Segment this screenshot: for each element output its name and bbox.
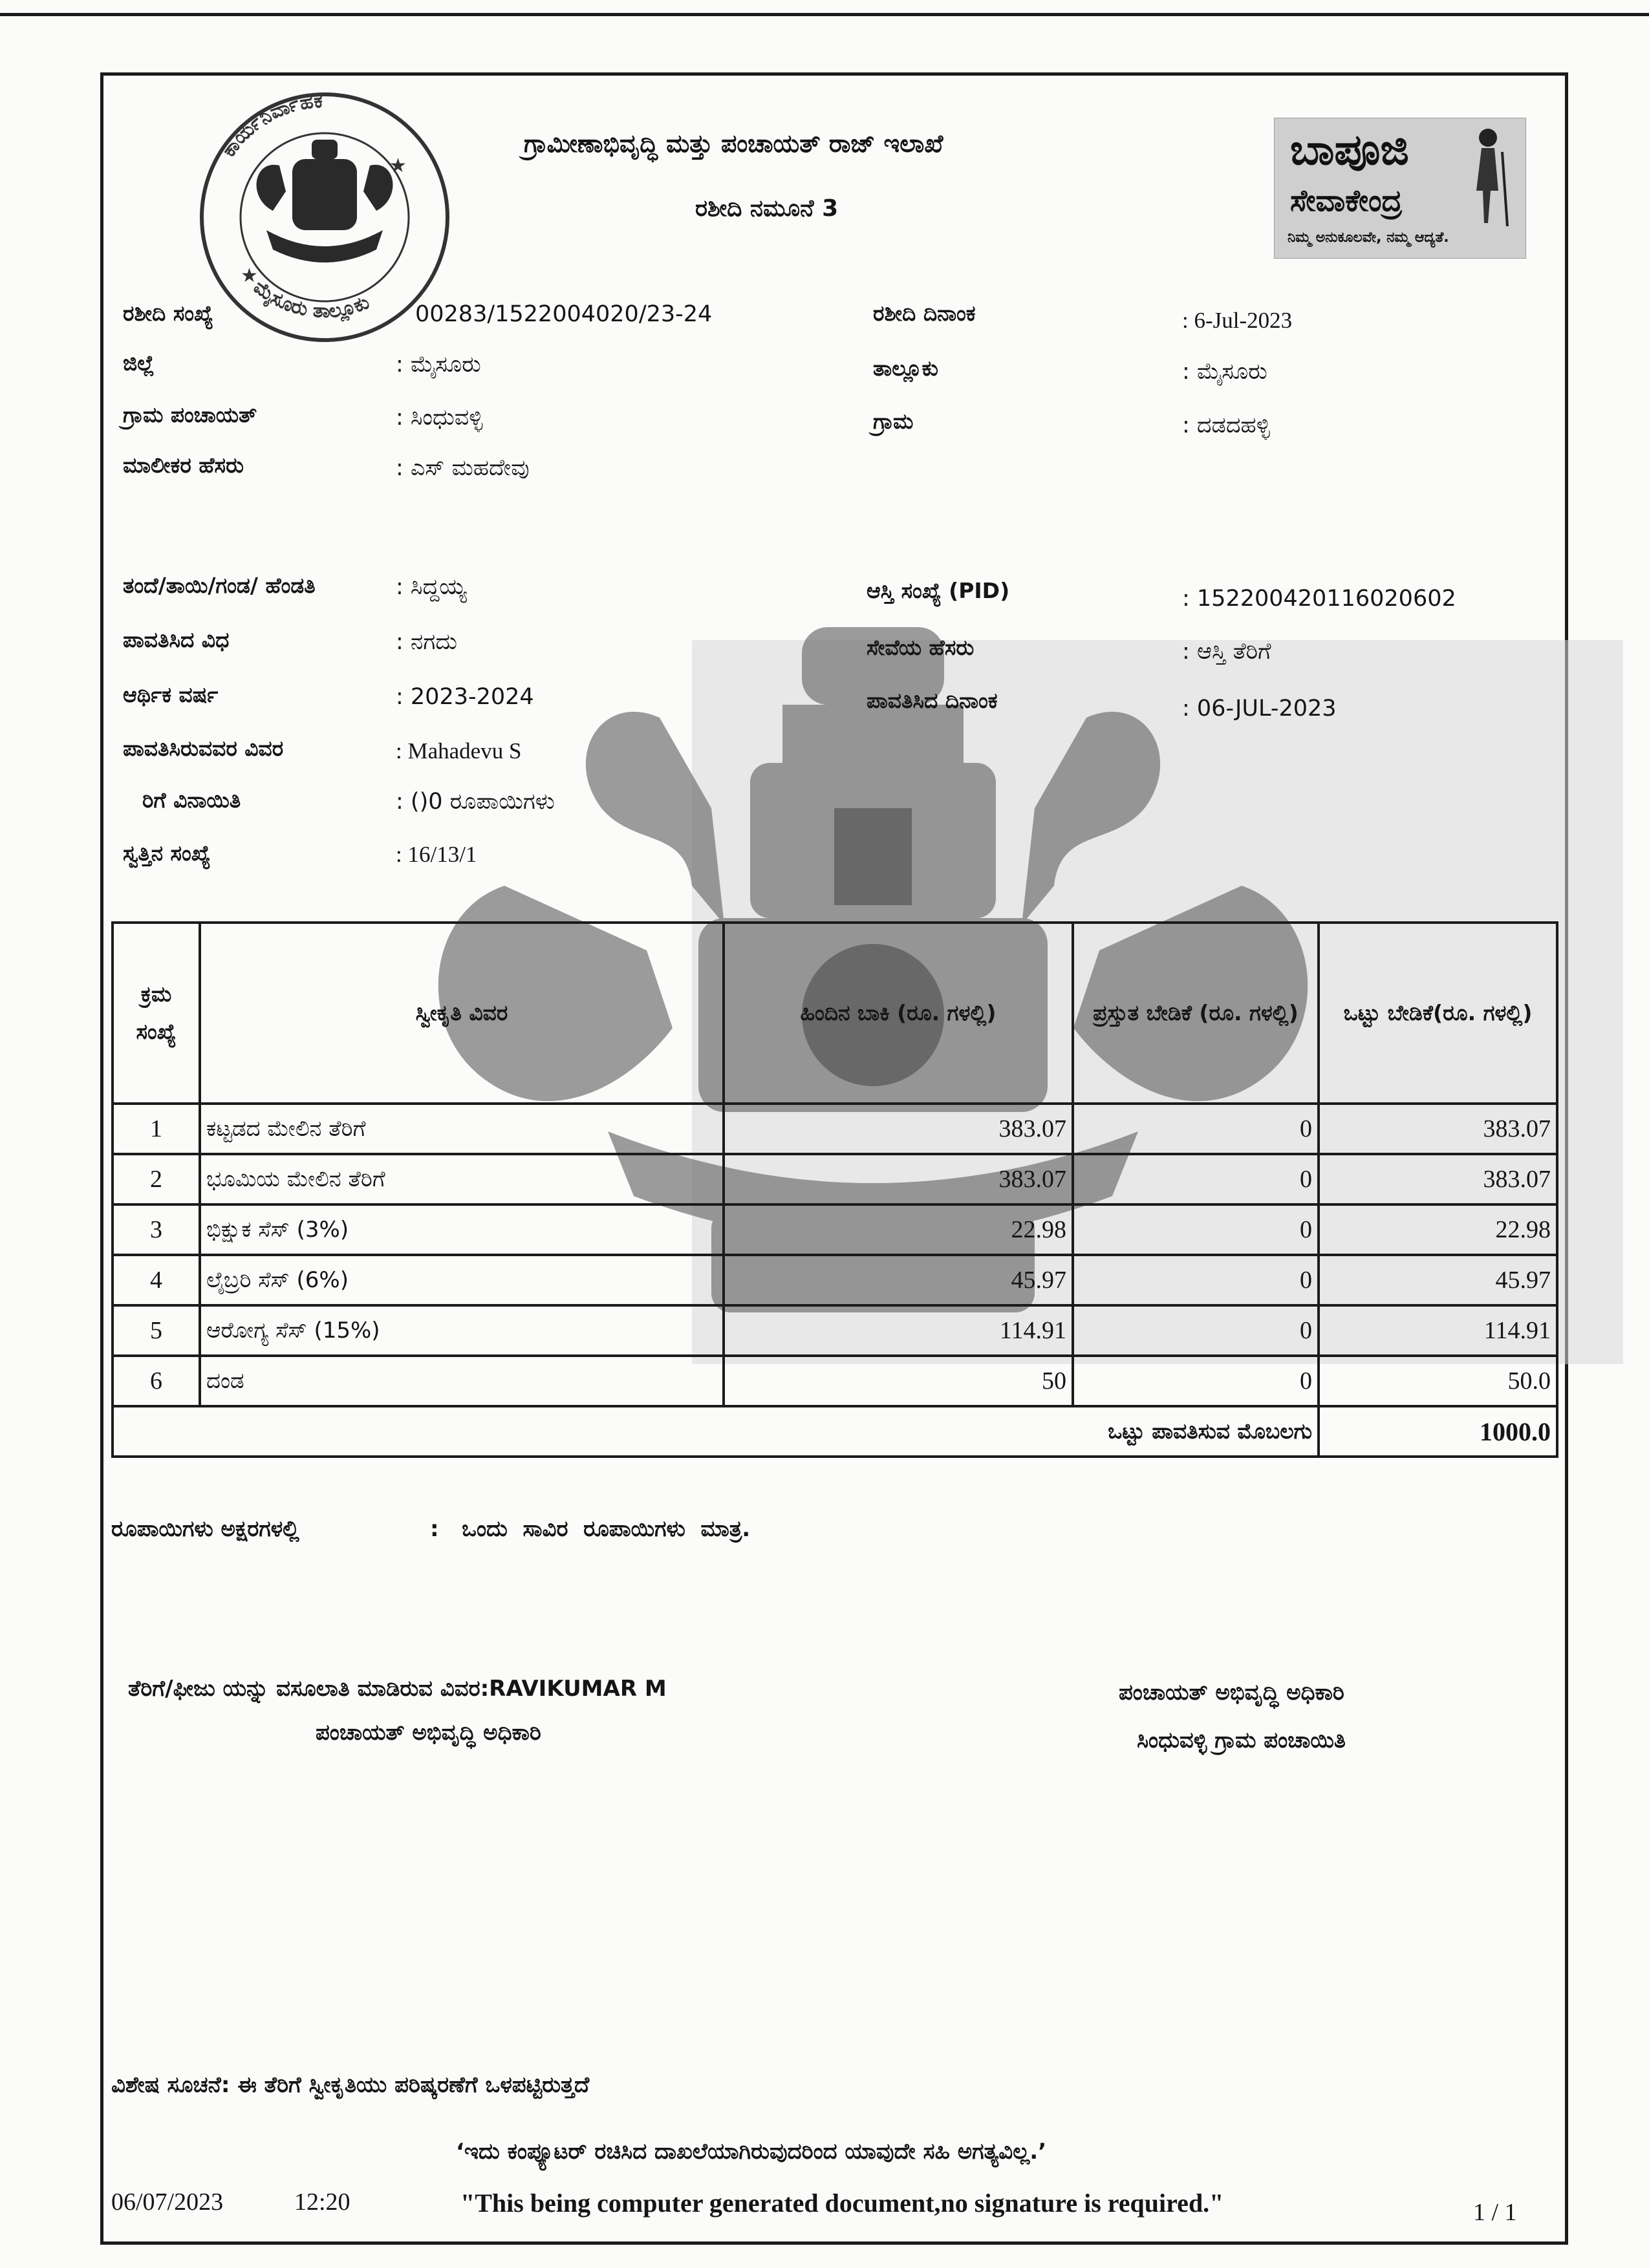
row-no: 3: [113, 1204, 200, 1255]
pid-label: ಆಸ್ತಿ ಸಂಖ್ಯೆ (PID): [867, 578, 1010, 603]
row-description: ಲೈಬ್ರರಿ ಸೆಸ್ (6%): [200, 1255, 724, 1305]
print-date: 06/07/2023: [111, 2188, 224, 2216]
row-total-demand: 383.07: [1319, 1154, 1557, 1204]
form-title: ರಶೀದಿ ನಮೂನೆ 3: [695, 195, 839, 222]
row-no: 4: [113, 1255, 200, 1305]
print-time: 12:20: [294, 2188, 350, 2216]
property-number-value: : 16/13/1: [396, 842, 477, 867]
col-header-description: ಸ್ವೀಕೃತಿ ವಿವರ: [200, 923, 724, 1104]
row-current-demand: 0: [1073, 1204, 1319, 1255]
tax-exemption-label: ರಿಗೆ ವಿನಾಯಿತಿ: [142, 787, 241, 813]
row-total-demand: 22.98: [1319, 1204, 1557, 1255]
signatory-office: ಸಿಂಧುವಳ್ಳಿ ಗ್ರಾಮ ಪಂಚಾಯಿತಿ: [1137, 1728, 1346, 1753]
village-value: : ದಡದಹಳ್ಳಿ: [1182, 412, 1270, 438]
row-no: 5: [113, 1305, 200, 1356]
row-no: 2: [113, 1154, 200, 1204]
village-label: ಗ್ರಾಮ: [873, 409, 914, 434]
signatory-designation: ಪಂಚಾಯತ್ ಅಭಿವೃದ್ಧಿ ಅಧಿಕಾರಿ: [1119, 1680, 1344, 1706]
row-description: ಭಿಕ್ಷುಕ ಸೆಸ್ (3%): [200, 1204, 724, 1255]
total-amount-label: ಒಟ್ಟು ಪಾವತಿಸುವ ಮೊಬಲಗು: [113, 1406, 1319, 1457]
col-header-total-demand: ಒಟ್ಟು ಬೇಡಿಕೆ(ರೂ. ಗಳಲ್ಲಿ): [1319, 923, 1557, 1104]
collector-designation: ಪಂಚಾಯತ್ ಅಭಿವೃದ್ಧಿ ಅಧಿಕಾರಿ: [316, 1720, 541, 1746]
amount-in-words-label: ರೂಪಾಯಿಗಳು ಅಕ್ಷರಗಳಲ್ಲಿ: [111, 1516, 299, 1542]
row-description: ಭೂಮಿಯ ಮೇಲಿನ ತೆರಿಗೆ: [200, 1154, 724, 1204]
row-previous-balance: 383.07: [724, 1104, 1073, 1154]
receipt-number-value: 00283/1522004020/23-24: [415, 301, 713, 327]
row-previous-balance: 383.07: [724, 1154, 1073, 1204]
logo-tagline: ನಿಮ್ಮ ಅನುಕೂಲವೇ, ನಮ್ಮ ಆದ್ಯತೆ.: [1288, 230, 1449, 246]
col-header-current-demand: ಪ್ರಸ್ತುತ ಬೇಡಿಕೆ (ರೂ. ಗಳಲ್ಲಿ): [1073, 923, 1319, 1104]
row-current-demand: 0: [1073, 1305, 1319, 1356]
receipt-date-label: ರಶೀದಿ ದಿನಾಂಕ: [873, 301, 976, 326]
table-row: [113, 1255, 1557, 1305]
row-total-demand: 50.0: [1319, 1356, 1557, 1406]
row-no: 1: [113, 1104, 200, 1154]
taluk-label: ತಾಲ್ಲೂಕು: [873, 356, 938, 381]
row-total-demand: 114.91: [1319, 1305, 1557, 1356]
table-row: [113, 1154, 1557, 1204]
pid-value: : 152200420116020602: [1182, 586, 1456, 612]
table-total-row: [113, 1406, 1557, 1457]
collector-details: ತೆರಿಗೆ/ಫೀಜು ಯನ್ನು ವಸೂಲಾತಿ ಮಾಡಿರುವ ವಿವರ:RAVIKUMAR M: [128, 1676, 667, 1702]
col-header-previous-balance: ಹಿಂದಿನ ಬಾಕಿ (ರೂ. ಗಳಲ್ಲಿ): [724, 923, 1073, 1104]
payer-details-value: : Mahadevu S: [396, 738, 522, 764]
payer-details-label: ಪಾವತಿಸಿರುವವರ ವಿವರ: [123, 736, 284, 761]
table-row: [113, 1356, 1557, 1406]
bapuji-seva-kendra-logo: [1274, 118, 1526, 259]
taluk-value: : ಮೈಸೂರು: [1182, 359, 1267, 385]
svg-text:★: ★: [389, 155, 407, 177]
row-current-demand: 0: [1073, 1255, 1319, 1305]
logo-name: ಬಾಪೂಜಿ: [1290, 125, 1409, 175]
row-total-demand: 45.97: [1319, 1255, 1557, 1305]
svg-text:ಕಾರ್ಯನಿರ್ವಾಹಕ: ಕಾರ್ಯನಿರ್ವಾಹಕ: [217, 89, 323, 162]
row-current-demand: 0: [1073, 1356, 1319, 1406]
financial-year-value: : 2023-2024: [396, 684, 534, 710]
receipt-date-value: : 6-Jul-2023: [1182, 308, 1293, 333]
payment-mode-value: : ನಗದು: [396, 629, 458, 655]
service-name-value: : ಆಸ್ತಿ ತೆರಿಗೆ: [1182, 639, 1271, 665]
department-title: ಗ್ರಾಮೀಣಾಭಿವೃದ್ಧಿ ಮತ್ತು ಪಂಚಾಯತ್ ರಾಜ್ ಇಲಾಖೆ: [524, 129, 943, 158]
payment-date-value: : 06-JUL-2023: [1182, 696, 1337, 722]
receipt-number-label: ರಶೀದಿ ಸಂಖ್ಯೆ: [123, 301, 213, 326]
row-current-demand: 0: [1073, 1104, 1319, 1154]
gram-panchayat-label: ಗ್ರಾಮ ಪಂಚಾಯತ್: [123, 402, 257, 427]
row-description: ಕಟ್ಟಡದ ಮೇಲಿನ ತೆರಿಗೆ: [200, 1104, 724, 1154]
tax-exemption-value: : ()0 ರೂಪಾಯಿಗಳು: [396, 789, 555, 815]
gram-panchayat-value: : ಸಿಂಧುವಳ್ಳಿ: [396, 405, 483, 431]
table-header-row: [113, 923, 1557, 1104]
svg-text:ಮೈಸೂರು ತಾಲ್ಲೂಕು: ಮೈಸೂರು ತಾಲ್ಲೂಕು: [249, 275, 372, 323]
table-row: [113, 1204, 1557, 1255]
row-description: ದಂಡ: [200, 1356, 724, 1406]
special-note: ವಿಶೇಷ ಸೂಚನೆ: ಈ ತೆರಿಗೆ ಸ್ವೀಕೃತಿಯು ಪರಿಷ್ಕರಣೆಗೆ ಒಳಪಟ್ಟಿರುತ್ತದೆ: [111, 2072, 590, 2098]
row-total-demand: 383.07: [1319, 1104, 1557, 1154]
row-no: 6: [113, 1356, 200, 1406]
page-number: 1 / 1: [1473, 2199, 1517, 2226]
payment-date-label: ಪಾವತಿಸಿದ ದಿನಾಂಕ: [867, 688, 998, 713]
financial-year-label: ಆರ್ಥಿಕ ವರ್ಷ: [123, 682, 219, 707]
owner-name-value: : ಎಸ್ ಮಹದೇವು: [396, 455, 530, 481]
amount-in-words-value: : ಒಂದು ಸಾವಿರ ರೂಪಾಯಿಗಳು ಮಾತ್ರ.: [430, 1516, 751, 1542]
logo-center: ಸೇವಾಕೇಂದ್ರ: [1290, 183, 1403, 218]
table-row: [113, 1104, 1557, 1154]
relation-label: ತಂದೆ/ತಾಯಿ/ಗಂಡ/ ಹೆಂಡತಿ: [123, 573, 316, 598]
scan-top-edge: [0, 13, 1649, 16]
computer-generated-note-english: "This being computer generated document,no signature is required.": [460, 2188, 1224, 2218]
payment-mode-label: ಪಾವತಿಸಿದ ವಿಧ: [123, 627, 230, 652]
gandhi-figure-icon: [1462, 126, 1514, 230]
row-previous-balance: 22.98: [724, 1204, 1073, 1255]
owner-name-label: ಮಾಲೀಕರ ಹೆಸರು: [123, 453, 244, 478]
computer-generated-note-kannada: ‘ಇದು ಕಂಪ್ಯೂಟರ್ ರಚಿಸಿದ ದಾಖಲೆಯಾಗಿರುವುದರಿಂದ ಯಾವುದೇ ಸಹಿ ಅಗತ್ಯವಿಲ್ಲ.’: [456, 2139, 1047, 2165]
total-amount-value: 1000.0: [1319, 1406, 1557, 1457]
district-value: : ಮೈಸೂರು: [396, 352, 481, 378]
service-name-label: ಸೇವೆಯ ಹೆಸರು: [867, 635, 975, 660]
table-row: [113, 1305, 1557, 1356]
row-current-demand: 0: [1073, 1154, 1319, 1204]
district-label: ಜಿಲ್ಲೆ: [123, 350, 155, 376]
row-previous-balance: 45.97: [724, 1255, 1073, 1305]
tax-receipt-table: [111, 921, 1558, 1458]
col-header-sl-no: ಕ್ರಮ ಸಂಖ್ಯೆ: [113, 923, 200, 1104]
row-description: ಆರೋಗ್ಯ ಸೆಸ್ (15%): [200, 1305, 724, 1356]
relation-value: : ಸಿದ್ದಯ್ಯ: [396, 574, 467, 600]
svg-text:★: ★: [241, 264, 258, 287]
row-previous-balance: 50: [724, 1356, 1073, 1406]
row-previous-balance: 114.91: [724, 1305, 1073, 1356]
property-number-label: ಸ್ವತ್ತಿನ ಸಂಖ್ಯೆ: [123, 840, 211, 866]
